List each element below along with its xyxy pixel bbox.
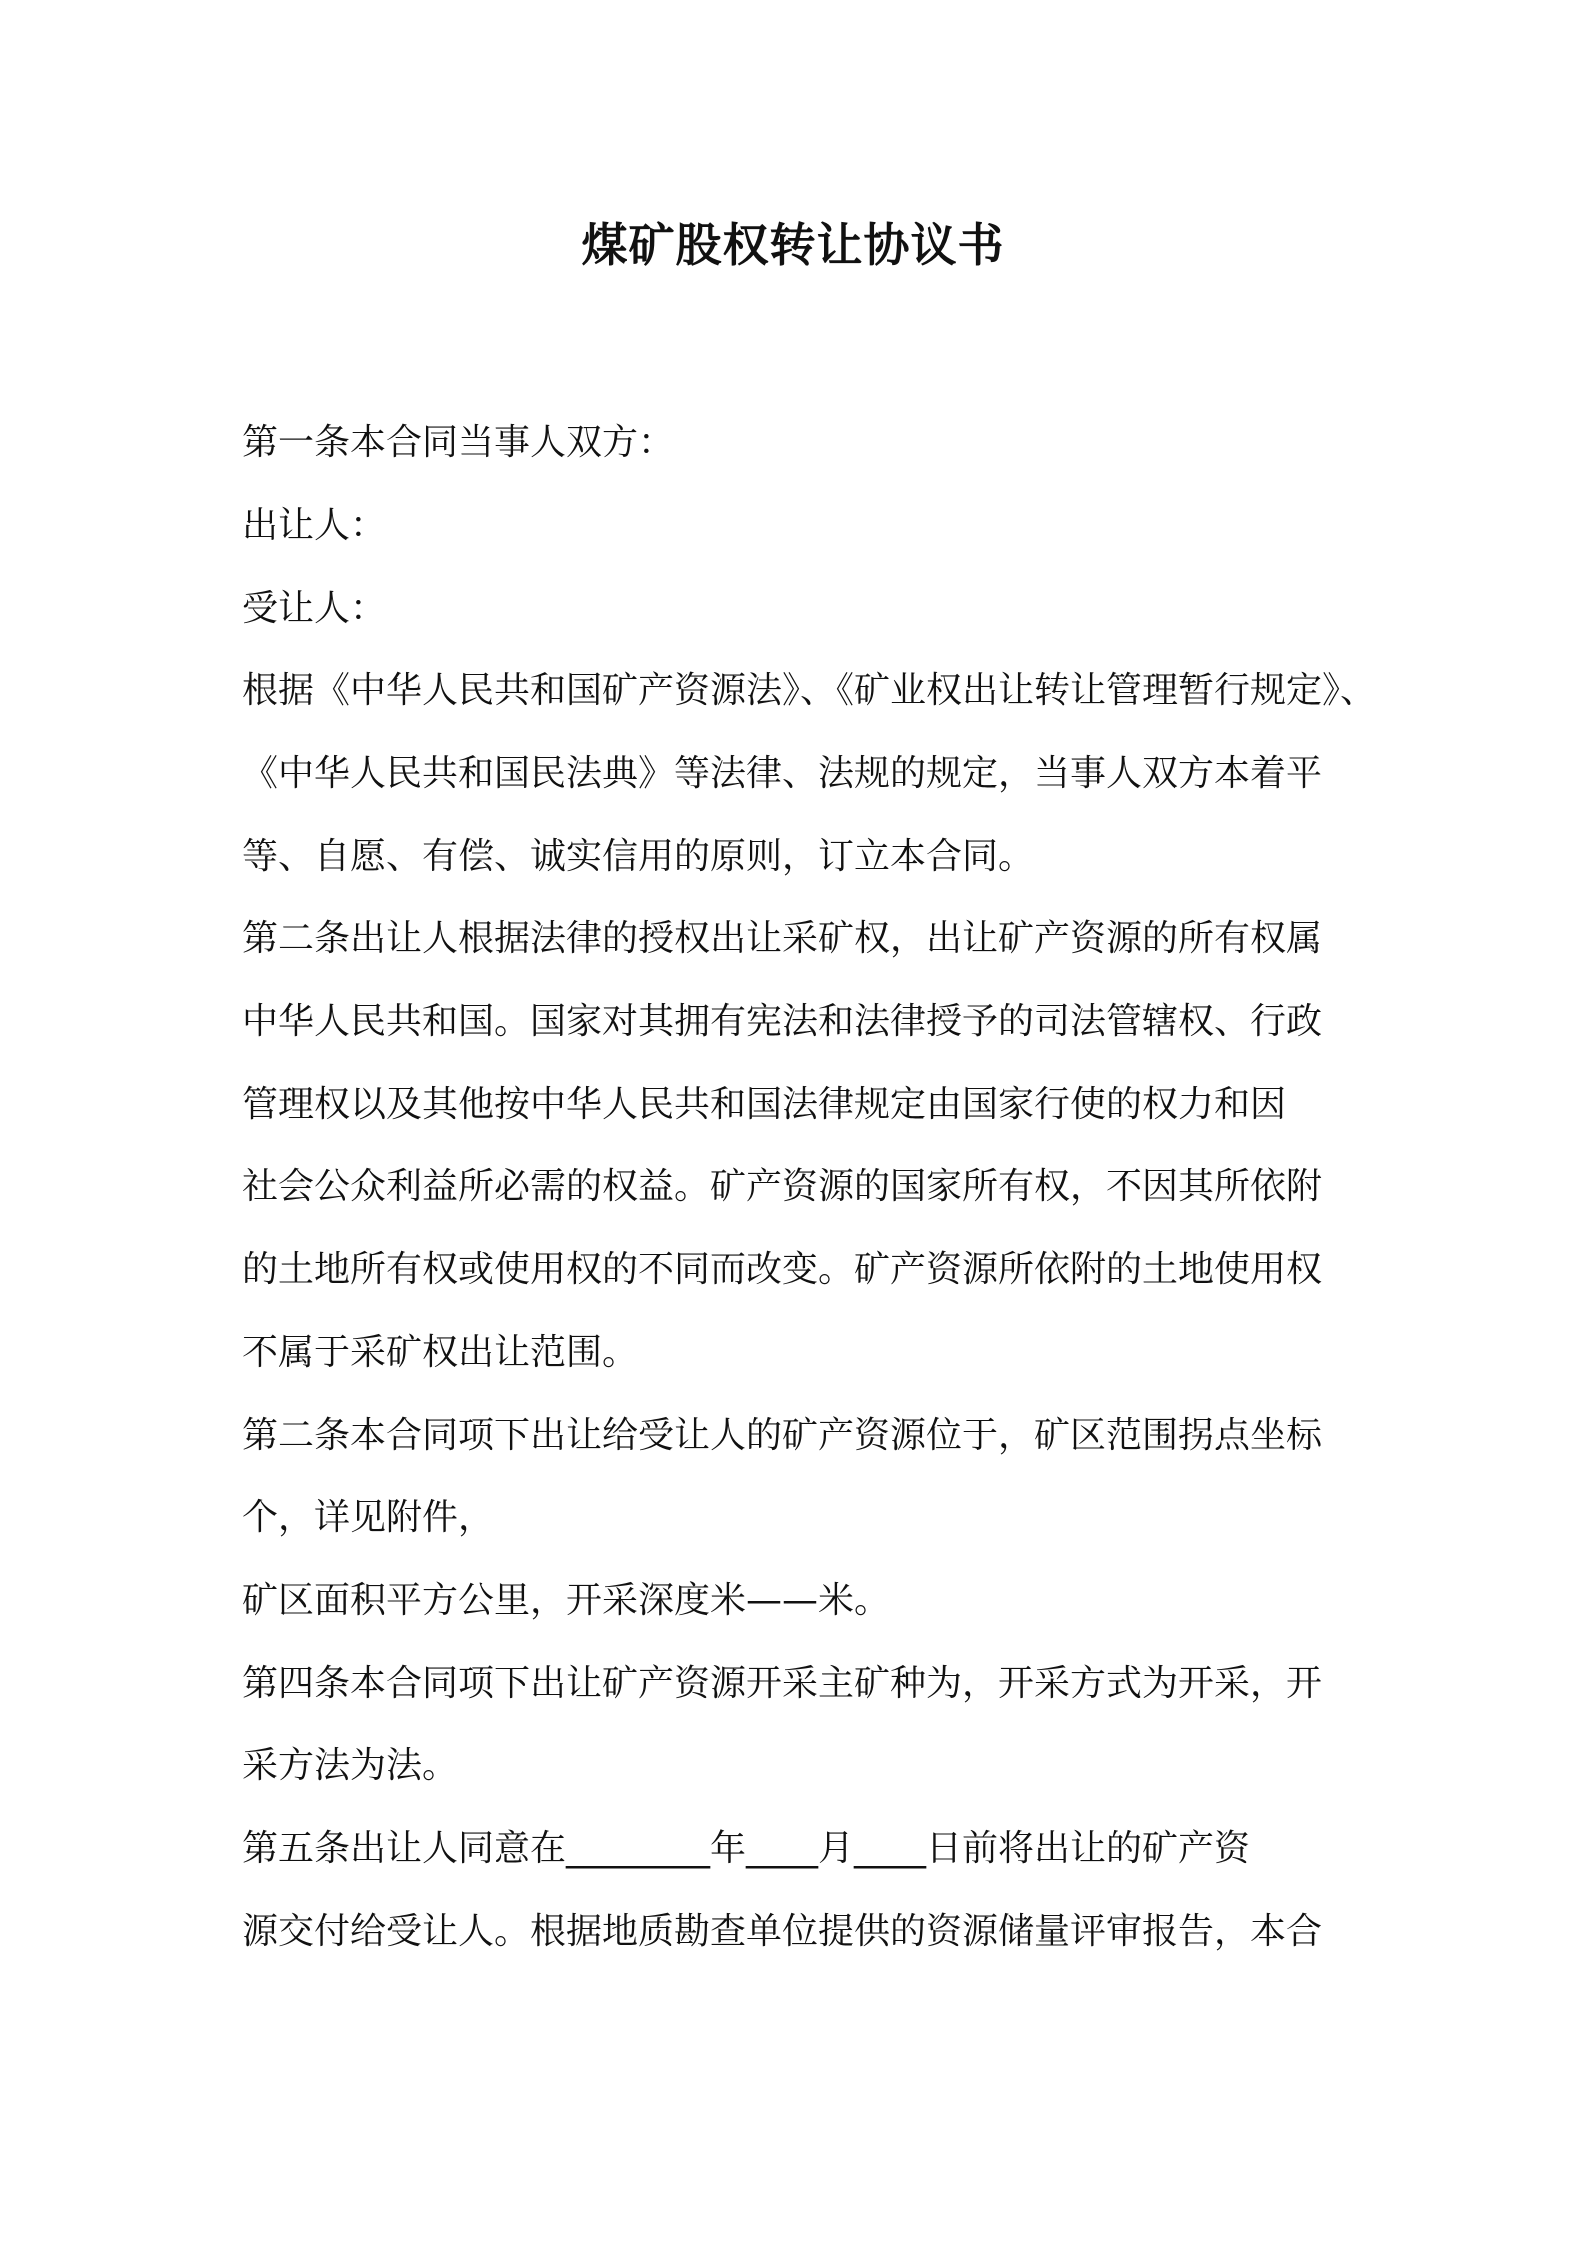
paragraph-line: 根据《中华人民共和国矿产资源法》、《矿业权出让转让管理暂行规定》、 (242, 670, 1377, 711)
paragraph-line: 个，详见附件， (242, 1497, 495, 1538)
document-title: 煤矿股权转让协议书 (581, 218, 1005, 272)
article-5-line: 第五条出让人同意在________年____月____日前将出让的矿产资 (242, 1828, 1251, 1869)
paragraph-line: 管理权以及其他按中华人民共和国法律规定由国家行使的权力和因 (242, 1084, 1287, 1125)
article-4-line: 第四条本合同项下出让矿产资源开采主矿种为，开采方式为开采，开 (242, 1663, 1323, 1704)
paragraph-line: 采方法为法。 (242, 1745, 459, 1786)
paragraph-line: 中华人民共和国。国家对其拥有宪法和法律授予的司法管辖权、行政 (242, 1001, 1323, 1042)
paragraph-line: 不属于采矿权出让范围。 (242, 1332, 639, 1373)
article-1-heading: 第一条本合同当事人双方： (242, 422, 675, 463)
paragraph-line: 社会公众利益所必需的权益。矿产资源的国家所有权，不因其所依附 (242, 1166, 1323, 1207)
article-2-line: 第二条出让人根据法律的授权出让采矿权，出让矿产资源的所有权属 (242, 918, 1323, 959)
transferee-label: 受让人： (242, 588, 387, 629)
paragraph-line: 矿区面积平方公里，开采深度米——米。 (242, 1580, 891, 1621)
transferor-label: 出让人： (242, 505, 387, 546)
paragraph-line: 的土地所有权或使用权的不同而改变。矿产资源所依附的土地使用权 (242, 1249, 1323, 1290)
article-3-line: 第二条本合同项下出让给受让人的矿产资源位于，矿区范围拐点坐标 (242, 1415, 1323, 1456)
paragraph-line: 等、自愿、有偿、诚实信用的原则，订立本合同。 (242, 836, 1035, 877)
paragraph-line: 源交付给受让人。根据地质勘查单位提供的资源储量评审报告，本合 (242, 1911, 1323, 1952)
paragraph-line: 《中华人民共和国民法典》等法律、法规的规定，当事人双方本着平 (242, 753, 1323, 794)
